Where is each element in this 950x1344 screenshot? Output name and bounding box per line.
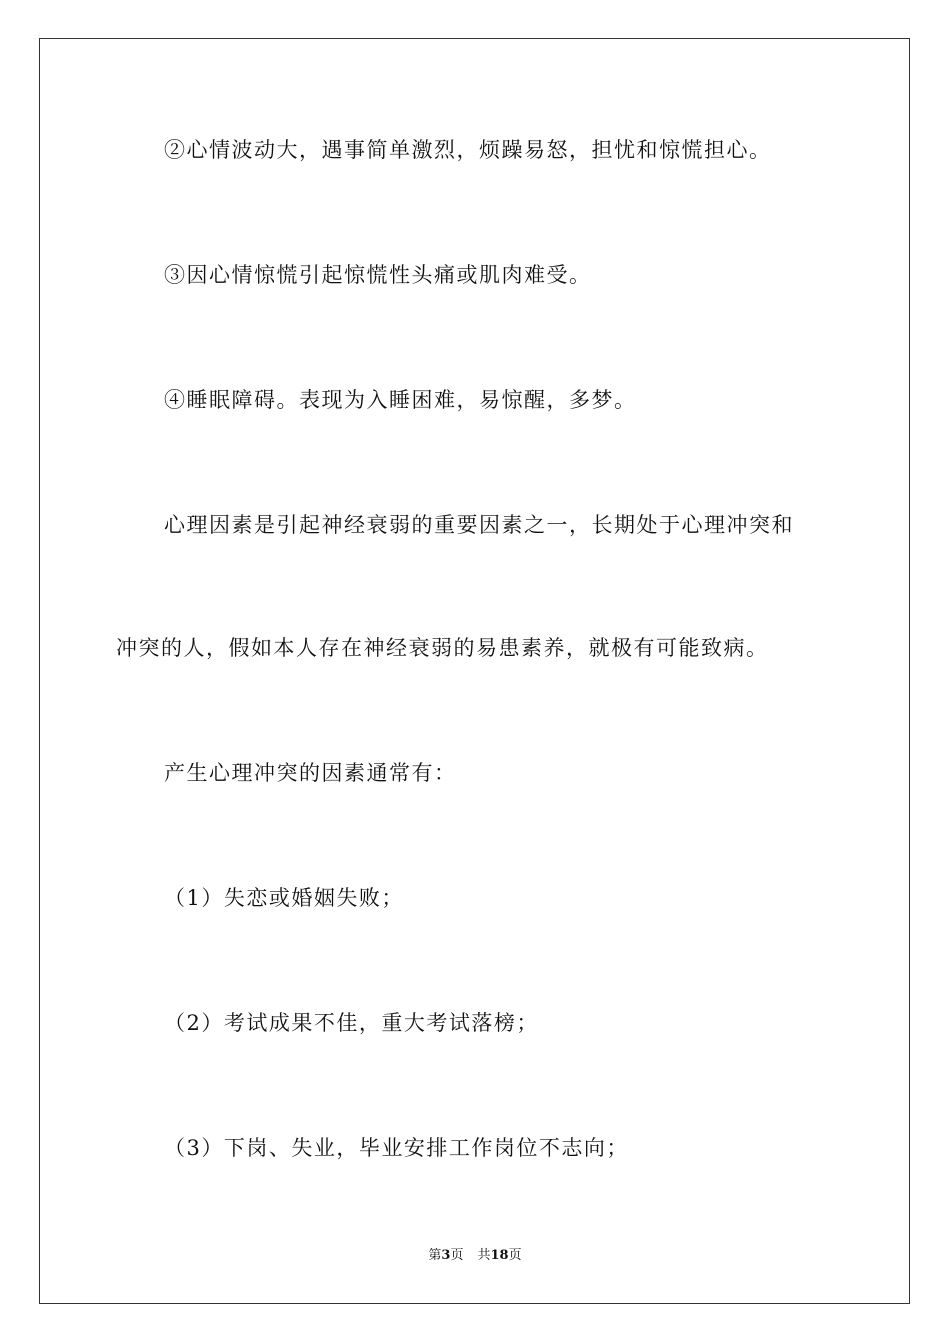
page-border bbox=[39, 38, 910, 1304]
paragraph-psych-factors-line2: 冲突的人，假如本人存在神经衰弱的易患素养，就极有可能致病。 bbox=[116, 636, 769, 660]
paragraph-psych-factors-line1: 心理因素是引起神经衰弱的重要因素之一，长期处于心理冲突和 bbox=[164, 513, 794, 537]
total-label-suffix: 页 bbox=[508, 1248, 522, 1263]
current-page-number: 3 bbox=[441, 1248, 451, 1263]
list-item-2: （2）考试成果不佳，重大考试落榜； bbox=[164, 1011, 539, 1035]
list-item-3: （3）下岗、失业，毕业安排工作岗位不志向； bbox=[164, 1136, 629, 1160]
total-label-prefix: 共 bbox=[477, 1248, 491, 1263]
total-pages-number: 18 bbox=[490, 1248, 509, 1263]
page-label-prefix: 第 bbox=[428, 1248, 442, 1263]
paragraph-symptom-4: ④睡眠障碍。表现为入睡困难，易惊醒，多梦。 bbox=[164, 388, 637, 412]
page-footer bbox=[0, 1247, 950, 1265]
paragraph-conflict-intro: 产生心理冲突的因素通常有： bbox=[164, 761, 457, 785]
list-item-1: （1）失恋或婚姻失败； bbox=[164, 886, 404, 910]
paragraph-symptom-3: ③因心情惊慌引起惊慌性头痛或肌肉难受。 bbox=[164, 263, 592, 287]
paragraph-symptom-2: ②心情波动大，遇事简单激烈，烦躁易怒，担忧和惊慌担心。 bbox=[164, 138, 772, 162]
page-label-suffix: 页 bbox=[450, 1248, 464, 1263]
